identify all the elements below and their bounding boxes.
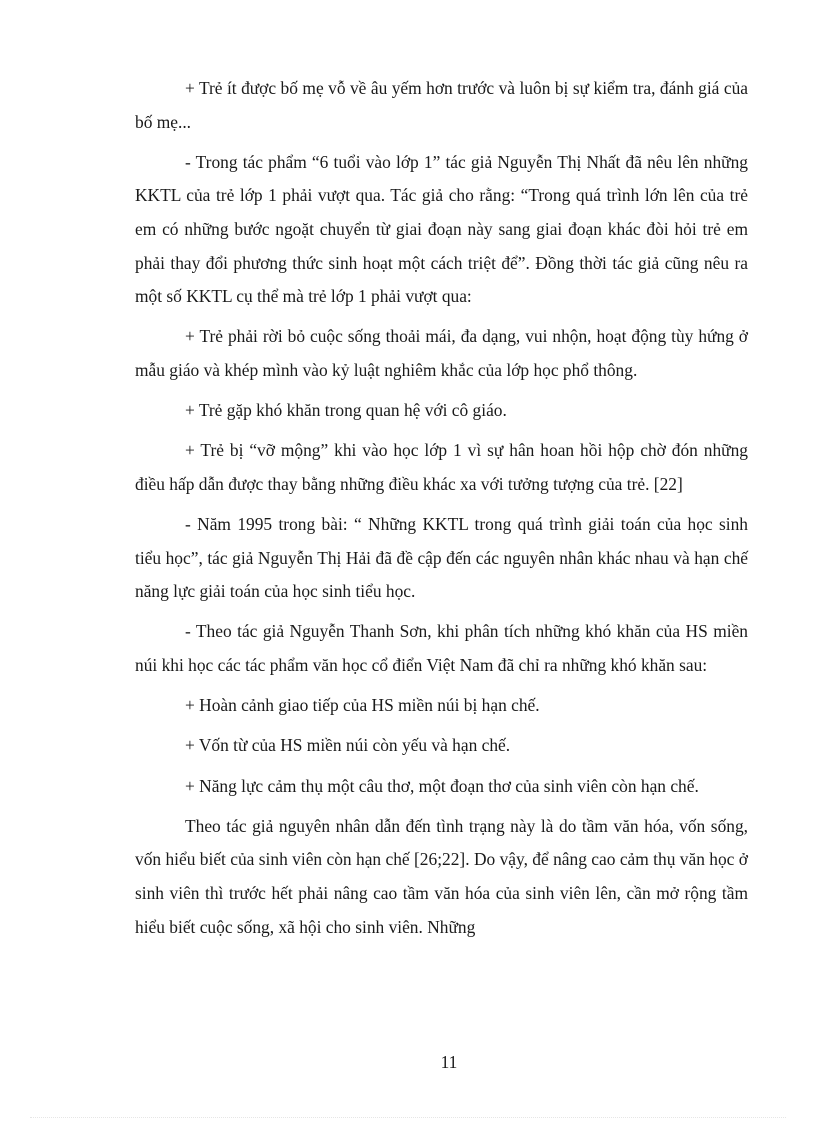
paragraph-mountain-students: - Theo tác giả Nguyễn Thanh Sơn, khi phân tích những khó khăn của HS miền núi khi học các tác phẩm văn học cổ điển Việt Nam đã chỉ ra những khó khăn sau:	[135, 621, 748, 676]
paragraph-teacher-relations: + Trẻ gặp khó khăn trong quan hệ với cô giáo.	[185, 400, 507, 421]
paragraph-disillusion: + Trẻ bị “vỡ mộng” khi vào học lớp 1 vì sự hân hoan hồi hộp chờ đón những điều hấp dẫn được thay bằng những điều khác xa với tưởng tượng của trẻ. [22]	[135, 440, 748, 494]
page-bottom-divider	[30, 1117, 786, 1118]
paragraph-parent-affection: + Trẻ ít được bố mẹ vỗ về âu yếm hơn trước và luôn bị sự kiểm tra, đánh giá của bố mẹ...	[135, 78, 748, 132]
paragraph-conclusion: Theo tác giả nguyên nhân dẫn đến tình trạng này là do tầm văn hóa, vốn sống, vốn hiểu biết của sinh viên còn hạn chế [26;22]. Do vậy, để nâng cao cảm thụ văn học ở sinh viên thì trước hết phải nâng cao tầm văn hóa của sinh viên lên, cần mở rộng tầm hiểu biết cuộc sống, xã hội cho sinh viên. Những	[135, 815, 748, 937]
document-body	[135, 72, 748, 951]
paragraph-six-years-old-book: - Trong tác phẩm “6 tuổi vào lớp 1” tác giả Nguyễn Thị Nhất đã nêu lên những KKTL của trẻ lớp 1 phải vượt qua. Tác giả cho rằng: “Trong quá trình lớn lên của trẻ em có những bước ngoặt chuyển từ giai đoạn này sang giai đoạn khác đòi hỏi trẻ em phải thay đổi phương thức sinh hoạt một cách triệt để”. Đồng thời tác giả cũng nêu ra một số KKTL cụ thể mà trẻ lớp 1 phải vượt qua:	[135, 151, 748, 307]
paragraph-communication-limits: + Hoàn cảnh giao tiếp của HS miền núi bị hạn chế.	[185, 695, 540, 716]
paragraph-poetry-ability: + Năng lực cảm thụ một câu thơ, một đoạn thơ của sinh viên còn hạn chế.	[185, 775, 699, 796]
page-number: 11	[440, 1052, 458, 1072]
paragraph-vocabulary: + Vốn từ của HS miền núi còn yếu và hạn chế.	[185, 735, 511, 756]
paragraph-leave-kindergarten: + Trẻ phải rời bỏ cuộc sống thoải mái, đa dạng, vui nhộn, hoạt động tùy hứng ở mẫu giáo và khép mình vào kỷ luật nghiêm khắc của lớp học phổ thông.	[135, 326, 748, 380]
paragraph-math-difficulties: - Năm 1995 trong bài: “ Những KKTL trong quá trình giải toán của học sinh tiểu học”, tác giả Nguyễn Thị Hải đã đề cập đến các nguyên nhân khác nhau và hạn chế năng lực giải toán của học sinh tiểu học.	[135, 514, 748, 602]
